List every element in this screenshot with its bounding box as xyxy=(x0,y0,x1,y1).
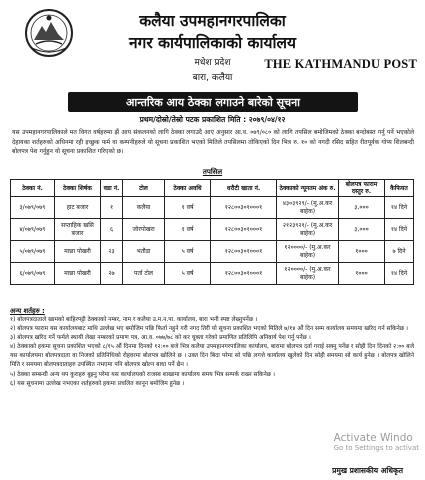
office-location: बारा, कलैया xyxy=(192,73,233,83)
term-item: ५) ठेक्का सम्बन्धी अन्य थप कुराहरु बुझ्नु परेमा यस कार्यालयको राजस्व शाखामा कार्यालय समय भित्र सम्पर्क राख्न सकिनेछ । xyxy=(10,371,275,378)
col-header-ward: वडा नं. xyxy=(101,180,123,197)
col-header-remarks: कैफियत xyxy=(385,180,414,197)
col-header-deposit-account: धरौटी खाता नं. xyxy=(211,180,277,197)
col-header-contract-no: ठेक्का नं. xyxy=(11,180,55,197)
cell-remarks: ७ दिने xyxy=(385,241,414,263)
cell-deposit-account: १२८००३०१०००१ xyxy=(211,219,277,241)
cell-minimum-amount: १२००००/- (मु.अ.कर बाहेक) xyxy=(277,263,339,285)
cell-deposit-account: १२८००३०१०००१ xyxy=(211,241,277,263)
col-header-form-fee: बोलपत्र फाराम दस्तुर रु. xyxy=(339,180,385,197)
cell-ward: १ xyxy=(101,197,123,219)
cell-minimum-amount: १२००००/- (मु.अ.कर बाहेक) xyxy=(277,241,339,263)
cell-tole: जोरपोखरा xyxy=(123,219,165,241)
cell-form-fee: १००० xyxy=(339,263,385,285)
table-row xyxy=(11,197,414,219)
cell-tole: कलैया xyxy=(123,197,165,219)
cell-tole: पर्ता टोल xyxy=(123,263,165,285)
cell-duration: १ वर्ष xyxy=(165,197,211,219)
term-item: २) बोलपत्र फाराम यस कार्यालयबाट माथि उल्लेख भए बमोजिम पछि फिर्ता नहुने गरी नगद तिरी यो सूचना प्रकाशित भएको मितिले ७/१४ औं दिन सम्म कार्यालय समयमा खरिद गर्न सकिनेछ । xyxy=(10,326,409,333)
col-header-minimum-amount: ठेक्काको न्यूनतम अंक रु. xyxy=(277,180,339,197)
watermark-line-1: Activate Windo xyxy=(333,432,413,444)
municipality-name: कलैया उपमहानगरपालिका xyxy=(139,12,286,30)
cell-deposit-account: १२८००३०१०००१ xyxy=(211,197,277,219)
cell-minimum-amount: ४३०३९२९/- (मु.अ.कर बाहेक) xyxy=(277,197,339,219)
cell-ward: २३ xyxy=(101,241,123,263)
cell-contract-no: ६/०७९/०७९ xyxy=(11,263,55,285)
term-item: १) बोलपत्रदाताले खामको बाहिरपट्टी ठेक्काको नम्बर, नाम र कलैया उ.म.न.पा. कार्यालय, बारा भनी स्पष्ट लेख्नुपर्नेछ । xyxy=(10,317,258,323)
province-name: मधेश प्रदेश xyxy=(194,58,231,68)
table-row xyxy=(11,263,414,285)
terms-list xyxy=(10,316,414,389)
cell-remarks: १४ दिने xyxy=(385,197,414,219)
cell-duration: ५ वर्ष xyxy=(165,241,211,263)
cell-contract-no: ५/०७९/०७९ xyxy=(11,241,55,263)
cell-deposit-account: १२८००३०१०००१ xyxy=(211,263,277,285)
cell-form-fee: १००० xyxy=(339,241,385,263)
col-header-tole: टोल xyxy=(123,180,165,197)
signatory-title: प्रमुख प्रशासकीय अधिकृत xyxy=(332,466,403,475)
cell-duration: १ वर्ष xyxy=(165,219,211,241)
cell-remarks: १४ दिने xyxy=(385,263,414,285)
cell-title: हाट बजार xyxy=(55,197,101,219)
activation-watermark xyxy=(334,433,419,453)
details-heading: तपसिल xyxy=(202,168,223,176)
watermark-line-2: Go to Settings to activat xyxy=(333,444,419,452)
cell-tole: भतौडा xyxy=(123,241,165,263)
col-header-duration: ठेक्का अवधि xyxy=(165,180,211,197)
cell-minimum-amount: २१२३९२१/- (मु.अ.कर बाहेक) xyxy=(277,219,339,241)
table-header-row xyxy=(11,180,414,197)
cell-title: माछा पोखरी xyxy=(55,263,101,285)
table-row xyxy=(11,219,414,241)
notice-title: आन्तरिक आय ठेक्का लगाउने बारेको सूचना xyxy=(68,92,358,112)
cell-duration: ५ वर्ष xyxy=(165,263,211,285)
col-header-title: ठेक्का शिर्षक xyxy=(55,180,101,197)
cell-title: माछा पोखरी xyxy=(55,241,101,263)
terms-heading: अन्य शर्तहरु : xyxy=(10,307,45,315)
cell-remarks: १४ दिने xyxy=(385,219,414,241)
cell-ward: ६ xyxy=(101,219,123,241)
term-item: ४) ठेक्काको हकमा सूचना प्रकाशित भएको ८/१५ औं दिनमा दिनको १२:०० बजे भित्र कलैया उपमहानगरपालिका कार्यालय, बारामा बोलपत्र दर्ता गराई सक्नु पर्नेछ र सोही दिन दिनको २:०० बजे यस कार्यालयमा बोलपत्रदाता वा निजको प्रतिनिधिको रोहवरमा बोलपत्र खोलिने छ । उक्त दिन बिदा परेमा सो पछि लगत्ते कार्यालय खुलेको दिन सोही समयमा सो कार्य हुनेछ । बोलपत्र खोलिने मिति र समयमा बोलपत्रदाताहरु उपस्थित नभएमा पनि बोलपत्र खोल्न बाधा पर्ने छैन । xyxy=(10,344,414,369)
cell-ward: २७ xyxy=(101,263,123,285)
cell-form-fee: ३,००० xyxy=(339,197,385,219)
office-name: नगर कार्यपालिकाको कार्यालय xyxy=(129,34,296,52)
table-row xyxy=(11,241,414,263)
newspaper-name: THE KATHMANDU POST xyxy=(264,57,417,71)
notice-intro: यस उपमहानगरपालिकाले मत विगत वर्षहरुमा झैं आय संकलनको लागि ठेक्का लगाउदै आए अनुसार आ.व. ०७९/०८० को लागि तपसिल बमोजिमको ठेक्का बन्दोबस्त गर्नु पर्ने भएकोले देहायका शर्तहरुको अधिनमा रही इच्छुक फर्म वा कम्पनीहरुले यो सूचना प्रकाशित भएको मितिले तपसिलमा तोकिएको दिन भित्र रु. १० को नगदी रसिद सहित रीतपूर्वक गोप्य शिलबन्दी बोलपत्र पेश गर्नुहुन यो सूचना प्रकाशित गरिएको छ। xyxy=(12,129,414,155)
tender-table xyxy=(10,179,414,285)
notice-header xyxy=(0,0,425,86)
cell-contract-no: ३/०७९/०७९ xyxy=(11,197,55,219)
cell-form-fee: ३,००० xyxy=(339,219,385,241)
publication-date-line: प्रथम/दोस्रो/तेस्रो पटक प्रकाशित मिति : २०७९/०४/१२ xyxy=(139,115,286,124)
term-item: ६) यस सूचनामा उल्लेख नभएका शर्तहरुको हकमा प्रचलित कानून बमोजिम हुनेछ । xyxy=(10,380,185,387)
cell-title: सप्ताहिक खसि बजार xyxy=(55,219,101,241)
term-item: ३) बोलपत्र खरिद गर्ने फर्मले स्थायी लेखा नम्बरको प्रमाण पत्र, आ.व. ०७७/७८ को कर चुक्ता गरेको प्रमाणित प्रतिलिपि अनिवार्य पेश गर्नु पर्नेछ । xyxy=(10,335,311,342)
cell-contract-no: ४/०७९/०७९ xyxy=(11,219,55,241)
